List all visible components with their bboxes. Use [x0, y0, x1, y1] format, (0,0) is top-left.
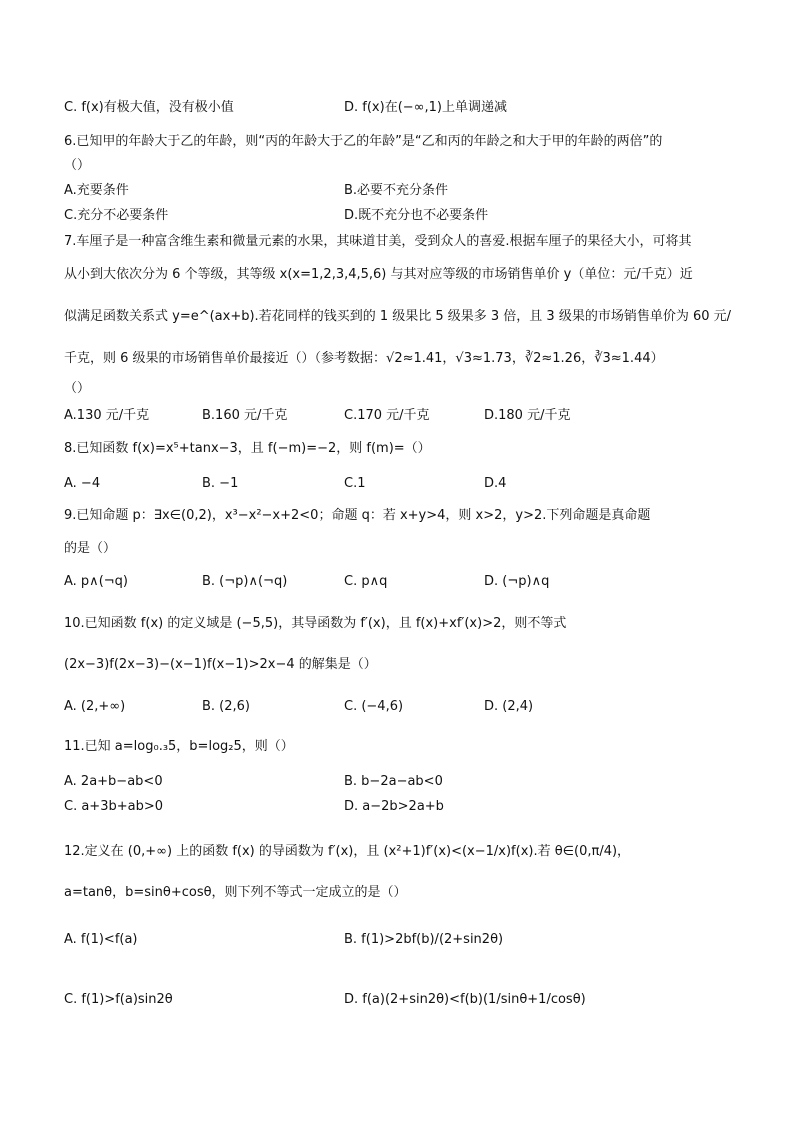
q11-stem: 11.已知 a=log₀.₃5，b=log₂5，则（）	[64, 739, 294, 754]
q9-option-d: D. (¬p)∧q	[484, 574, 550, 589]
q8-option-d: D.4	[484, 476, 507, 491]
q11-option-d: D. a−2b>2a+b	[344, 799, 444, 814]
q12-stem-line2: a=tanθ，b=sinθ+cosθ，则下列不等式一定成立的是（）	[64, 885, 407, 900]
q7-option-d: D.180 元/千克	[484, 408, 571, 423]
q8-option-c: C.1	[344, 476, 366, 491]
q9-option-a: A. p∧(¬q)	[64, 574, 128, 589]
q7-stem-line5: （）	[64, 381, 91, 396]
q7-stem-line1: 7.车厘子是一种富含维生素和微量元素的水果，其味道甘美，受到众人的喜爱.根据车厘子的果径大小，可将其	[64, 234, 692, 249]
q12-option-b: B. f(1)>2bf(b)/(2+sin2θ)	[344, 932, 504, 947]
q10-option-a: A. (2,+∞)	[64, 699, 126, 714]
q10-stem-line2: (2x−3)f(2x−3)−(x−1)f(x−1)>2x−4 的解集是（）	[64, 657, 377, 672]
q9-stem-line1: 9.已知命题 p：∃x∈(0,2)，x³−x²−x+2<0；命题 q：若 x+y>4，则 x>2，y>2.下列命题是真命题	[64, 508, 651, 523]
q8-stem: 8.已知函数 f(x)=x⁵+tanx−3，且 f(−m)=−2，则 f(m)=（）	[64, 441, 431, 456]
q12-option-a: A. f(1)<f(a)	[64, 932, 138, 947]
q10-option-b: B. (2,6)	[202, 699, 251, 714]
q6-option-a: A.充要条件	[64, 183, 129, 198]
q10-stem-line1: 10.已知函数 f(x) 的定义域是 (−5,5)，其导函数为 f′(x)，且 f(x)+xf′(x)>2，则不等式	[64, 616, 567, 631]
q11-option-b: B. b−2a−ab<0	[344, 774, 443, 789]
q7-option-a: A.130 元/千克	[64, 408, 150, 423]
q7-stem-line4: 千克，则 6 级果的市场销售单价最接近（）（参考数据：√2≈1.41，√3≈1.73，∛2≈1.26，∛3≈1.44）	[64, 351, 664, 366]
q5-option-d-text: D. f(x)在(−∞,1)上单调递减	[344, 100, 507, 115]
q9-stem-line2: 的是（）	[64, 541, 117, 556]
q9-option-b: B. (¬p)∧(¬q)	[202, 574, 288, 589]
q10-option-d: D. (2,4)	[484, 699, 534, 714]
q6-option-b: B.必要不充分条件	[344, 183, 449, 198]
q8-option-a: A. −4	[64, 476, 101, 491]
q11-option-a: A. 2a+b−ab<0	[64, 774, 163, 789]
q6-option-c: C.充分不必要条件	[64, 208, 169, 223]
q9-option-c: C. p∧q	[344, 574, 388, 589]
q12-option-d: D. f(a)(2+sin2θ)<f(b)(1/sinθ+1/cosθ)	[344, 992, 586, 1007]
q7-option-b: B.160 元/千克	[202, 408, 288, 423]
q12-stem-line1: 12.定义在 (0,+∞) 上的函数 f(x) 的导函数为 f′(x)，且 (x²+1)f′(x)<(x−1/x)f(x).若 θ∈(0,π/4)，	[64, 844, 631, 859]
q6-option-d: D.既不充分也不必要条件	[344, 208, 489, 223]
q10-option-c: C. (−4,6)	[344, 699, 404, 714]
q7-stem-line3: 似满足函数关系式 y=e^(ax+b).若花同样的钱买到的 1 级果比 5 级果多 3 倍，且 3 级果的市场销售单价为 60 元/	[64, 309, 732, 324]
q7-stem-line2: 从小到大依次分为 6 个等级，其等级 x(x=1,2,3,4,5,6) 与其对应等级的市场销售单价 y（单位：元/千克）近	[64, 267, 693, 282]
q7-option-c: C.170 元/千克	[344, 408, 430, 423]
q5-option-d	[344, 99, 507, 117]
q5-option-c	[64, 99, 234, 117]
q6-stem-line2: （）	[64, 158, 91, 173]
q8-option-b: B. −1	[202, 476, 239, 491]
q5-option-c-text: C. f(x)有极大值，没有极小值	[64, 100, 234, 115]
q12-option-c: C. f(1)>f(a)sin2θ	[64, 992, 173, 1007]
q6-stem-line1: 6.已知甲的年龄大于乙的年龄，则“丙的年龄大于乙的年龄”是“乙和丙的年龄之和大于甲的年龄的两倍”的	[64, 134, 663, 149]
q11-option-c: C. a+3b+ab>0	[64, 799, 163, 814]
